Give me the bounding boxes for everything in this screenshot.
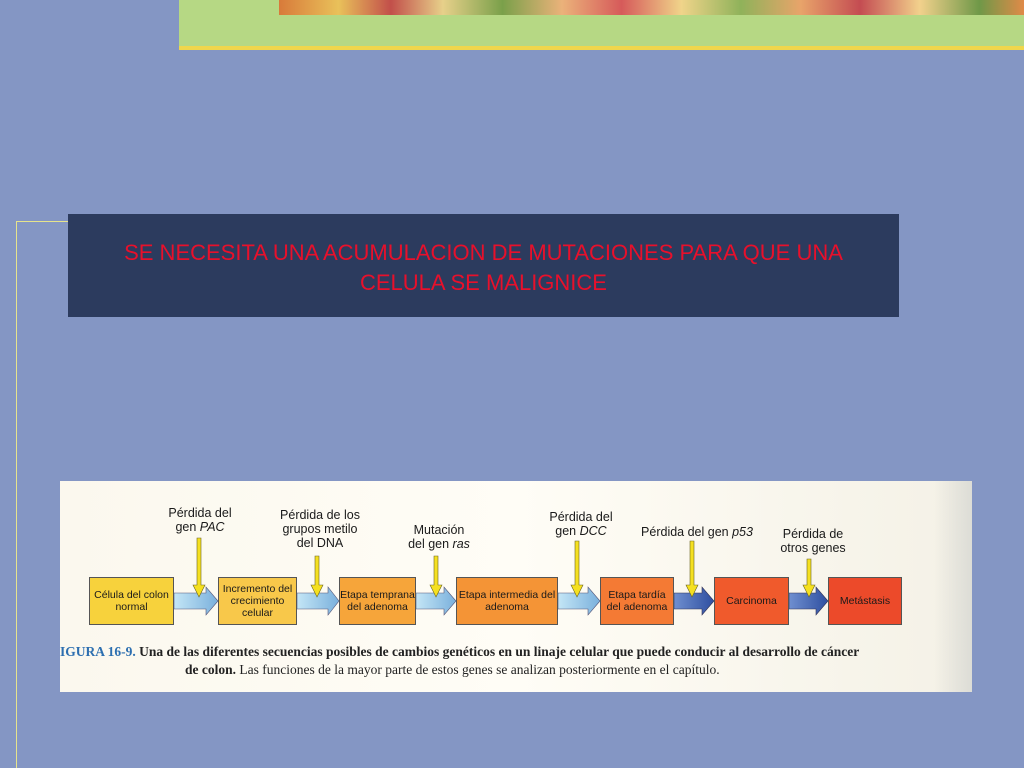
stage-increased-growth: Incremento del crecimiento celular xyxy=(218,577,297,625)
caption-bold-text: Una de las diferentes secuencias posibles de cambios genéticos en un linaje celular que puede conducir al desarrollo de cáncer xyxy=(139,644,860,659)
event-arrow-2 xyxy=(311,556,323,597)
event-label-3: Mutación del gen ras xyxy=(408,523,470,551)
event-arrow-3 xyxy=(430,556,442,597)
stage-early-adenoma: Etapa temprana del adenoma xyxy=(339,577,416,625)
floral-banner-image xyxy=(279,0,1024,15)
stage-late-adenoma: Etapa tardía del adenoma xyxy=(600,577,674,625)
slide-title: SE NECESITA UNA ACUMULACION DE MUTACIONES PARA QUE UNA CELULA SE MALIGNICE xyxy=(124,240,843,295)
stage-normal-colon-cell: Célula del colon normal xyxy=(89,577,174,625)
top-decorative-band xyxy=(179,0,1024,50)
event-label-2: Pérdida de los grupos metilo del DNA xyxy=(280,508,360,550)
stage-metastasis: Metástasis xyxy=(828,577,902,625)
event-label-1: Pérdida del gen PAC xyxy=(168,506,232,534)
event-arrow-4 xyxy=(571,541,583,597)
event-arrow-1 xyxy=(193,538,205,597)
slide-title-box xyxy=(68,214,899,317)
figure-number: IGURA 16-9. xyxy=(60,644,136,659)
event-label-5: Pérdida del gen p53 xyxy=(641,525,753,539)
caption-line2-bold: de colon. xyxy=(185,662,237,677)
event-arrow-6 xyxy=(803,559,815,597)
event-arrow-5 xyxy=(686,541,698,597)
decorative-line-vertical xyxy=(16,221,17,768)
stage-intermediate-adenoma: Etapa intermedia del adenoma xyxy=(456,577,558,625)
figure-caption xyxy=(60,643,960,679)
event-label-6: Pérdida de otros genes xyxy=(780,527,846,555)
stage-carcinoma: Carcinoma xyxy=(714,577,789,625)
figure-16-9 xyxy=(60,481,972,692)
caption-line2-rest: Las funciones de la mayor parte de estos genes se analizan posteriormente en el capítulo. xyxy=(239,662,720,677)
event-label-4: Pérdida del gen DCC xyxy=(549,510,613,538)
decorative-line-horizontal xyxy=(16,221,69,222)
